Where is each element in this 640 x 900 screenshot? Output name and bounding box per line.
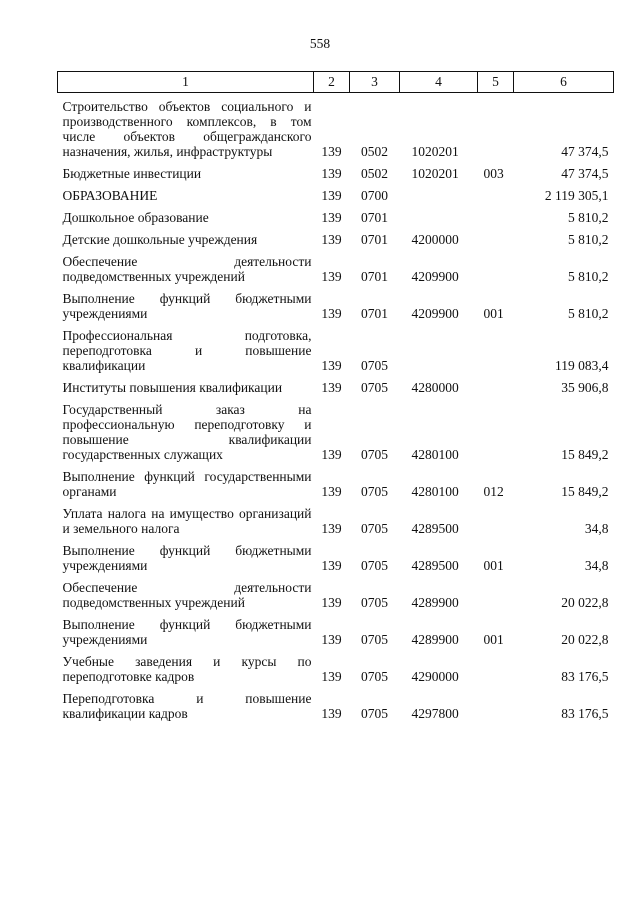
table-row (58, 536, 614, 573)
row-admin-code-cell: 139 (321, 632, 342, 647)
row-expense-type-cell (478, 93, 514, 160)
header-col-2: 2 (314, 72, 350, 93)
row-name-cell: ОБРАЗОВАНИЕ (62, 188, 158, 203)
row-expense-type-cell (478, 573, 514, 610)
row-section-code-cell: 0705 (361, 484, 388, 499)
row-expense-type-cell: 003 (483, 166, 504, 181)
row-target-code-cell: 4200000 (411, 232, 459, 247)
row-amount-cell: 15 849,2 (561, 447, 609, 462)
row-amount-cell: 5 810,2 (568, 232, 609, 247)
page-number: 558 (309, 36, 331, 51)
row-expense-type-cell (478, 395, 514, 462)
row-expense-type-cell: 012 (483, 484, 504, 499)
budget-table (57, 71, 614, 721)
row-section-code-cell: 0705 (361, 632, 388, 647)
row-name-cell: Государственный заказ на профессиональную переподготовку и повышение квалификации государственных служащих (62, 402, 312, 462)
row-admin-code-cell: 139 (321, 232, 342, 247)
table-row (58, 159, 614, 181)
table-row (58, 284, 614, 321)
row-amount-cell: 34,8 (584, 558, 609, 573)
row-name-cell: Профессиональная подготовка, переподготовка и повышение квалификации (62, 328, 312, 373)
table-row (58, 225, 614, 247)
row-section-code-cell: 0705 (361, 358, 388, 373)
row-target-code-cell (400, 181, 478, 203)
row-admin-code-cell: 139 (321, 188, 342, 203)
row-expense-type-cell (478, 647, 514, 684)
row-section-code-cell: 0701 (361, 232, 388, 247)
row-admin-code-cell: 139 (321, 595, 342, 610)
row-amount-cell: 47 374,5 (561, 166, 609, 181)
table-row (58, 647, 614, 684)
row-amount-cell: 119 083,4 (555, 358, 609, 373)
row-expense-type-cell (478, 321, 514, 373)
row-expense-type-cell (478, 225, 514, 247)
row-admin-code-cell: 139 (321, 269, 342, 284)
row-name-cell: Строительство объектов социального и производственного комплексов, в том числе объектов общегражданского назначения, жилья, инфраструктуры (62, 99, 312, 159)
table-row (58, 321, 614, 373)
row-target-code-cell: 4280100 (411, 484, 459, 499)
row-admin-code-cell: 139 (321, 447, 342, 462)
table-row (58, 610, 614, 647)
table-row (58, 93, 614, 160)
table-row (58, 395, 614, 462)
row-admin-code-cell: 139 (321, 669, 342, 684)
row-name-cell: Учебные заведения и курсы по переподготовке кадров (62, 654, 312, 684)
header-col-5: 5 (478, 72, 514, 93)
row-section-code-cell: 0705 (361, 447, 388, 462)
table-row (58, 181, 614, 203)
row-target-code-cell: 4280000 (411, 380, 459, 395)
row-amount-cell: 83 176,5 (561, 669, 609, 684)
row-expense-type-cell: 001 (483, 558, 504, 573)
row-name-cell: Дошкольное образование (62, 210, 209, 225)
row-admin-code-cell: 139 (321, 210, 342, 225)
header-col-6: 6 (514, 72, 614, 93)
table-row (58, 684, 614, 721)
row-section-code-cell: 0705 (361, 521, 388, 536)
table-row (58, 203, 614, 225)
row-target-code-cell: 4297800 (411, 706, 459, 721)
row-name-cell: Бюджетные инвестиции (62, 166, 202, 181)
row-admin-code-cell: 139 (321, 144, 342, 159)
table-row (58, 462, 614, 499)
row-target-code-cell: 4289500 (411, 558, 459, 573)
row-admin-code-cell: 139 (321, 706, 342, 721)
row-target-code-cell (400, 203, 478, 225)
table-row (58, 499, 614, 536)
row-amount-cell: 20 022,8 (561, 632, 609, 647)
row-admin-code-cell: 139 (321, 306, 342, 321)
row-amount-cell: 20 022,8 (561, 595, 609, 610)
row-name-cell: Детские дошкольные учреждения (62, 232, 258, 247)
row-target-code-cell: 4289900 (411, 632, 459, 647)
row-expense-type-cell (478, 203, 514, 225)
header-col-4: 4 (400, 72, 478, 93)
table-row (58, 373, 614, 395)
row-amount-cell: 2 119 305,1 (544, 188, 609, 203)
row-section-code-cell: 0700 (361, 188, 388, 203)
row-expense-type-cell (478, 684, 514, 721)
row-section-code-cell: 0701 (361, 210, 388, 225)
row-expense-type-cell (478, 373, 514, 395)
row-expense-type-cell: 001 (483, 632, 504, 647)
row-section-code-cell: 0705 (361, 380, 388, 395)
row-expense-type-cell (478, 247, 514, 284)
row-amount-cell: 34,8 (584, 521, 609, 536)
row-amount-cell: 47 374,5 (561, 144, 609, 159)
row-target-code-cell: 4290000 (411, 669, 459, 684)
row-amount-cell: 15 849,2 (561, 484, 609, 499)
row-section-code-cell: 0705 (361, 558, 388, 573)
row-target-code-cell: 4289500 (411, 521, 459, 536)
table-body (58, 93, 614, 722)
row-section-code-cell: 0705 (361, 669, 388, 684)
row-section-code-cell: 0701 (361, 306, 388, 321)
row-target-code-cell: 4289900 (411, 595, 459, 610)
row-amount-cell: 35 906,8 (561, 380, 609, 395)
row-name-cell: Уплата налога на имущество организаций и земельного налога (62, 506, 312, 536)
table-row (58, 247, 614, 284)
row-expense-type-cell (478, 499, 514, 536)
row-name-cell: Выполнение функций государственными органами (62, 469, 312, 499)
row-target-code-cell: 4209900 (411, 306, 459, 321)
row-amount-cell: 5 810,2 (568, 306, 609, 321)
row-admin-code-cell: 139 (321, 380, 342, 395)
row-name-cell: Переподготовка и повышение квалификации кадров (62, 691, 312, 721)
row-expense-type-cell: 001 (483, 306, 504, 321)
row-admin-code-cell: 139 (321, 558, 342, 573)
row-admin-code-cell: 139 (321, 521, 342, 536)
row-amount-cell: 83 176,5 (561, 706, 609, 721)
row-amount-cell: 5 810,2 (568, 210, 609, 225)
row-name-cell: Обеспечение деятельности подведомственных учреждений (62, 254, 312, 284)
row-section-code-cell: 0502 (361, 144, 388, 159)
row-target-code-cell: 1020201 (411, 166, 459, 181)
row-section-code-cell: 0701 (361, 269, 388, 284)
row-target-code-cell: 1020201 (411, 144, 459, 159)
row-section-code-cell: 0502 (361, 166, 388, 181)
row-name-cell: Институты повышения квалификации (62, 380, 283, 395)
row-name-cell: Выполнение функций бюджетными учреждениями (62, 291, 312, 321)
row-target-code-cell: 4280100 (411, 447, 459, 462)
table-row (58, 573, 614, 610)
row-section-code-cell: 0705 (361, 706, 388, 721)
row-name-cell: Выполнение функций бюджетными учреждениями (62, 617, 312, 647)
table-header-row (58, 72, 614, 93)
row-section-code-cell: 0705 (361, 595, 388, 610)
row-target-code-cell (400, 321, 478, 373)
row-expense-type-cell (478, 181, 514, 203)
header-col-1: 1 (58, 72, 314, 93)
row-target-code-cell: 4209900 (411, 269, 459, 284)
row-name-cell: Выполнение функций бюджетными учреждениями (62, 543, 312, 573)
row-name-cell: Обеспечение деятельности подведомственных учреждений (62, 580, 312, 610)
header-col-3: 3 (350, 72, 400, 93)
row-admin-code-cell: 139 (321, 484, 342, 499)
row-amount-cell: 5 810,2 (568, 269, 609, 284)
row-admin-code-cell: 139 (321, 358, 342, 373)
row-admin-code-cell: 139 (321, 166, 342, 181)
